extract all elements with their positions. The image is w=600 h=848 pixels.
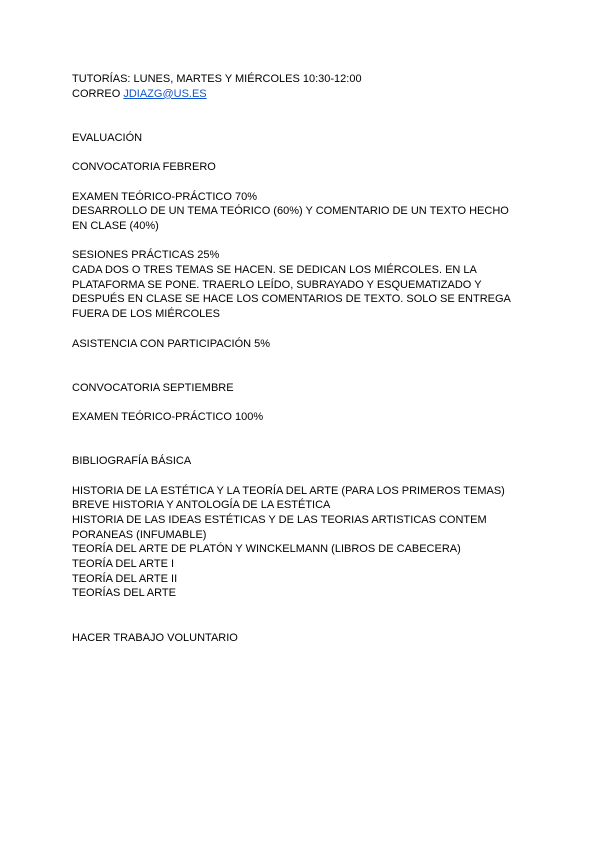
spacer [72,322,532,337]
bibliografia-item: TEORÍA DEL ARTE II [72,572,178,585]
correo-line [72,87,532,102]
trabajo-voluntario-text: HACER TRABAJO VOLUNTARIO [72,631,238,644]
sesiones-practicas-line: CADA DOS O TRES TEMAS SE HACEN. SE DEDICAN LOS MIÉRCOLES. EN LA [72,264,477,277]
sesiones-practicas-line: DESPUÉS EN CLASE SE HACE LOS COMENTARIOS DE TEXTO. SOLO SE ENTREGA [72,293,511,306]
examen-septiembre-text: EXAMEN TEÓRICO-PRÁCTICO 100% [72,411,264,424]
spacer [72,351,532,380]
convocatoria-febrero-heading: CONVOCATORIA FEBRERO [72,161,216,174]
spacer [72,425,532,454]
document-body [72,72,532,645]
sesiones-practicas-title: SESIONES PRÁCTICAS 25% [72,249,220,262]
bibliografia-item: BREVE HISTORIA Y ANTOLOGÍA DE LA ESTÉTICA [72,499,331,512]
bibliografia-item: TEORÍA DEL ARTE DE PLATÓN Y WINCKELMANN (LIBROS DE CABECERA) [72,543,461,556]
correo-label: CORREO [72,87,121,100]
convocatoria-septiembre-heading: CONVOCATORIA SEPTIEMBRE [72,381,234,394]
bibliografia-item: HISTORIA DE LA ESTÉTICA Y LA TEORÍA DEL ARTE (PARA LOS PRIMEROS TEMAS) [72,484,505,497]
bibliografia-item: PORANEAS (INFUMABLE) [72,528,207,541]
examen-febrero-title: EXAMEN TEÓRICO-PRÁCTICO 70% [72,190,257,203]
bibliografia-item: TEORÍA DEL ARTE I [72,558,175,571]
spacer [72,101,532,130]
bibliografia-item: HISTORIA DE LAS IDEAS ESTÉTICAS Y DE LAS TEORIAS ARTISTICAS CONTEM [72,513,487,526]
evaluacion-heading: EVALUACIÓN [72,131,143,144]
spacer [72,234,532,249]
spacer [72,146,532,161]
spacer [72,601,532,630]
bibliografia-item: TEORÍAS DEL ARTE [72,587,176,600]
examen-febrero-line: EN CLASE (40%) [72,219,159,232]
sesiones-practicas-line: FUERA DE LOS MIÉRCOLES [72,308,220,321]
spacer [72,469,532,484]
examen-febrero-line: DESARROLLO DE UN TEMA TEÓRICO (60%) Y COMENTARIO DE UN TEXTO HECHO [72,205,509,218]
email-link[interactable]: JDIAZG@US.ES [123,87,207,100]
spacer [72,395,532,410]
tutorias-text: TUTORÍAS: LUNES, MARTES Y MIÉRCOLES 10:30-12:00 [72,73,362,85]
bibliografia-heading: BIBLIOGRAFÍA BÁSICA [72,455,192,468]
spacer [72,175,532,190]
asistencia-text: ASISTENCIA CON PARTICIPACIÓN 5% [72,337,271,350]
sesiones-practicas-line: PLATAFORMA SE PONE. TRAERLO LEÍDO, SUBRAYADO Y ESQUEMATIZADO Y [72,278,482,291]
